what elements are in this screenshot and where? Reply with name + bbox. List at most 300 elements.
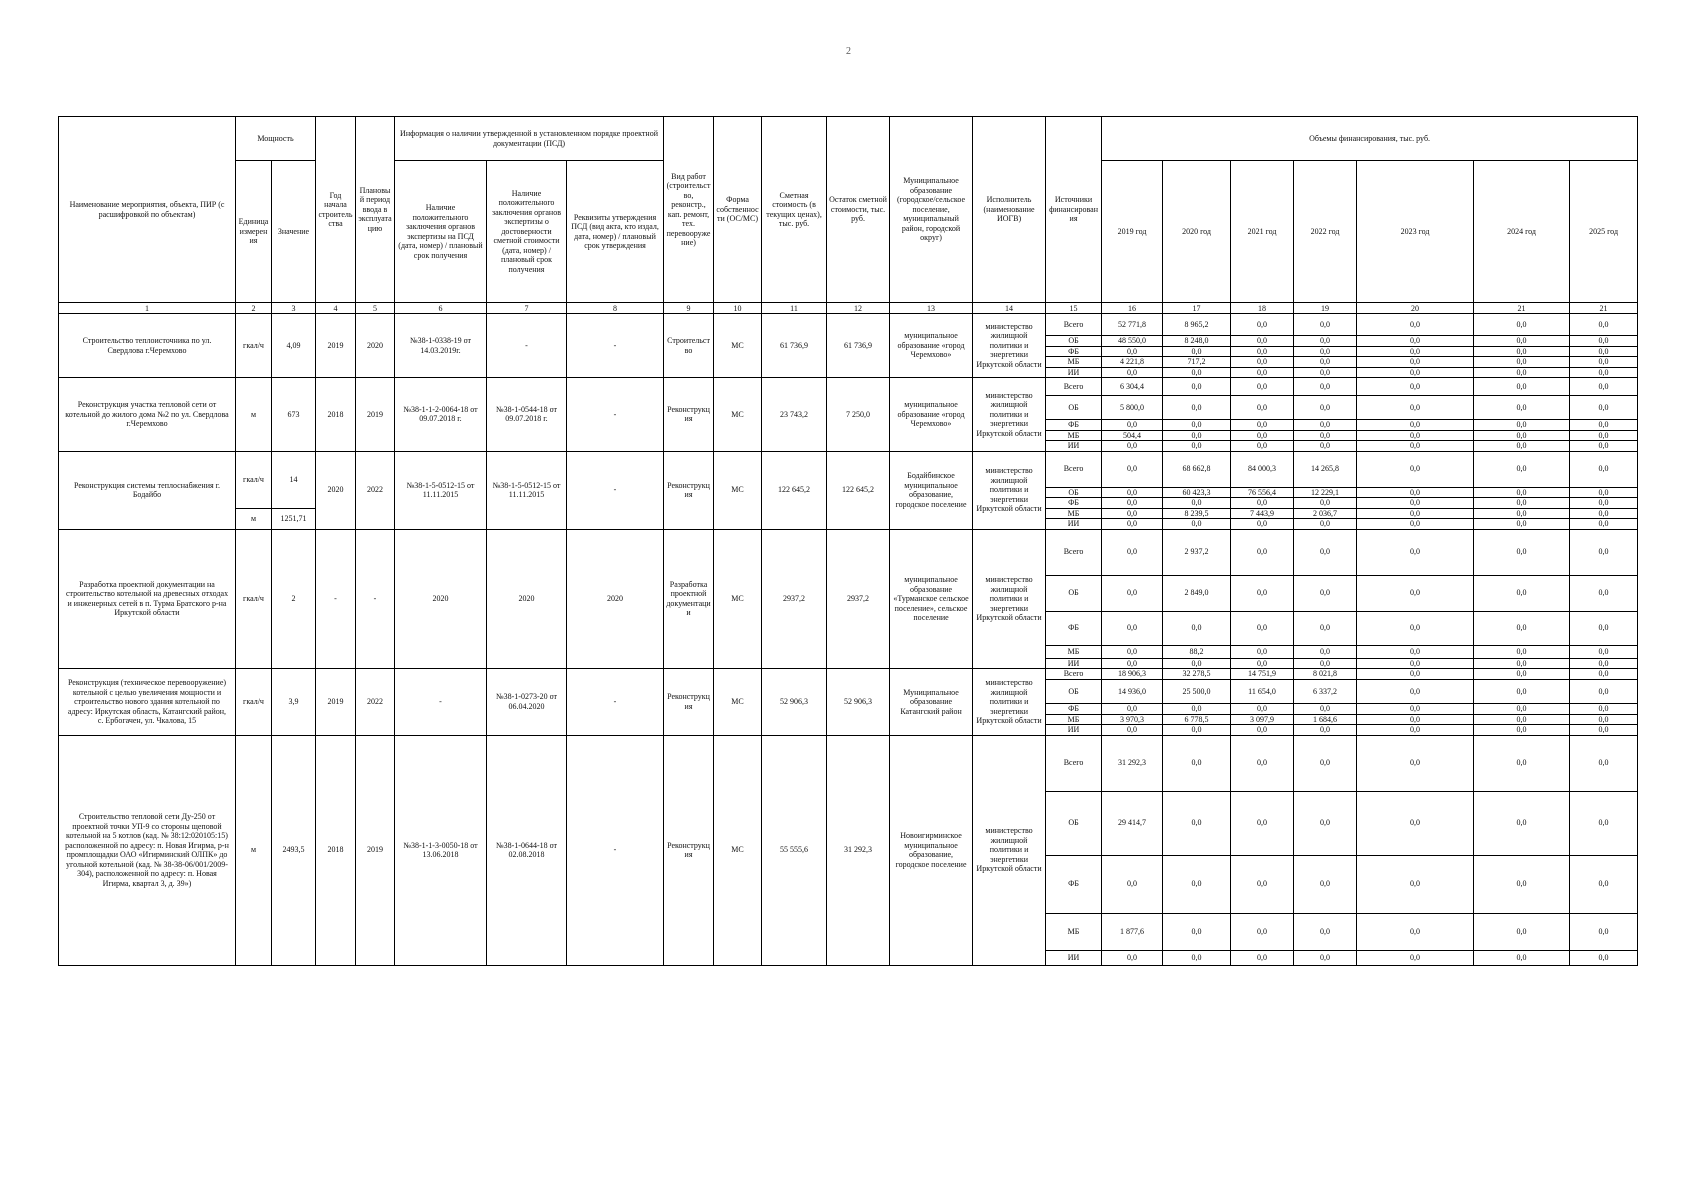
table-row <box>59 451 1638 487</box>
funding-amount: 0,0 <box>1231 396 1294 420</box>
project-unit-2: м <box>236 508 272 529</box>
funding-amount: 0,0 <box>1357 451 1474 487</box>
funding-amount: 8 021,8 <box>1294 669 1357 680</box>
funding-amount: 0,0 <box>1102 950 1163 965</box>
funding-amount: 0,0 <box>1474 346 1570 357</box>
project-value: 2 <box>272 529 316 669</box>
funding-amount: 0,0 <box>1474 396 1570 420</box>
funding-amount: 0,0 <box>1357 575 1474 611</box>
funding-amount: 0,0 <box>1474 314 1570 336</box>
funding-amount: 0,0 <box>1231 645 1294 658</box>
funding-amount: 0,0 <box>1163 704 1231 715</box>
funding-amount: 0,0 <box>1102 519 1163 530</box>
project-cost-expertise: №38-1-0644-18 от 02.08.2018 <box>487 735 567 965</box>
funding-amount: 52 771,8 <box>1102 314 1163 336</box>
header-year-2021: 2021 год <box>1231 161 1294 303</box>
project-estimated-cost: 52 906,3 <box>762 669 827 736</box>
funding-source: Всего <box>1046 451 1102 487</box>
project-start-year: 2018 <box>316 378 356 452</box>
project-end-year: - <box>356 529 395 669</box>
project-municipality: Новоигирминское муниципальное образование, городское поселение <box>890 735 973 965</box>
header-municipality: Муниципальное образование (городское/сельское поселение, муниципальный район, городской округ) <box>890 117 973 303</box>
project-executor: министерство жилищной политики и энергетики Иркутской области <box>973 451 1046 529</box>
column-number: 21 <box>1474 303 1570 314</box>
funding-amount: 7 443,9 <box>1231 508 1294 519</box>
project-estimated-cost: 55 555,6 <box>762 735 827 965</box>
project-unit: гкал/ч <box>236 314 272 378</box>
funding-amount: 0,0 <box>1357 357 1474 368</box>
funding-amount: 0,0 <box>1231 367 1294 378</box>
funding-amount: 0,0 <box>1357 913 1474 950</box>
project-executor: министерство жилищной политики и энергетики Иркутской области <box>973 735 1046 965</box>
funding-amount: 0,0 <box>1294 658 1357 669</box>
funding-amount: 6 304,4 <box>1102 378 1163 396</box>
funding-source: МБ <box>1046 508 1102 519</box>
column-number: 9 <box>664 303 714 314</box>
funding-amount: 0,0 <box>1570 645 1638 658</box>
funding-amount: 0,0 <box>1102 575 1163 611</box>
header-estimated-cost: Сметная стоимость (в текущих ценах), тыс. руб. <box>762 117 827 303</box>
funding-source: ИИ <box>1046 367 1102 378</box>
funding-amount: 0,0 <box>1102 367 1163 378</box>
funding-amount: 0,0 <box>1474 508 1570 519</box>
funding-amount: 0,0 <box>1570 529 1638 575</box>
column-number: 17 <box>1163 303 1231 314</box>
project-work-type: Разработка проектной документации <box>664 529 714 669</box>
project-remaining-cost: 52 906,3 <box>827 669 890 736</box>
funding-source: ИИ <box>1046 950 1102 965</box>
funding-amount: 0,0 <box>1231 725 1294 736</box>
funding-amount: 0,0 <box>1294 314 1357 336</box>
funding-amount: 0,0 <box>1474 714 1570 725</box>
funding-amount: 0,0 <box>1231 529 1294 575</box>
project-work-type: Реконструкция <box>664 451 714 529</box>
funding-amount: 0,0 <box>1570 396 1638 420</box>
project-approval: - <box>567 735 664 965</box>
funding-amount: 0,0 <box>1474 855 1570 913</box>
funding-amount: 0,0 <box>1570 658 1638 669</box>
header-year-2025: 2025 год <box>1570 161 1638 303</box>
project-work-type: Реконструкция <box>664 378 714 452</box>
funding-amount: 0,0 <box>1294 430 1357 441</box>
column-number: 10 <box>714 303 762 314</box>
funding-amount: 0,0 <box>1231 336 1294 347</box>
funding-source: ИИ <box>1046 519 1102 530</box>
funding-amount: 0,0 <box>1231 950 1294 965</box>
project-value: 673 <box>272 378 316 452</box>
funding-amount: 0,0 <box>1474 498 1570 509</box>
project-expertise: 2020 <box>395 529 487 669</box>
funding-amount: 0,0 <box>1102 645 1163 658</box>
header-approval: Реквизиты утверждения ПСД (вид акта, кто издал, дата, номер) / плановый срок утверждения <box>567 161 664 303</box>
project-municipality: муниципальное образование «Турманское сельское поселение», сельское поселение <box>890 529 973 669</box>
funding-amount: 0,0 <box>1294 346 1357 357</box>
funding-amount: 6 778,5 <box>1163 714 1231 725</box>
funding-amount: 0,0 <box>1474 519 1570 530</box>
column-number: 2 <box>236 303 272 314</box>
project-executor: министерство жилищной политики и энергетики Иркутской области <box>973 669 1046 736</box>
funding-amount: 0,0 <box>1357 529 1474 575</box>
funding-amount: 0,0 <box>1231 498 1294 509</box>
funding-amount: 0,0 <box>1474 451 1570 487</box>
financing-table <box>58 116 1638 966</box>
funding-source: ИИ <box>1046 658 1102 669</box>
funding-source: Всего <box>1046 378 1102 396</box>
funding-amount: 0,0 <box>1474 680 1570 704</box>
funding-amount: 0,0 <box>1102 487 1163 498</box>
project-approval: - <box>567 314 664 378</box>
project-name: Реконструкция системы теплоснабжения г. Бодайбо <box>59 451 236 529</box>
funding-amount: 0,0 <box>1163 346 1231 357</box>
project-unit: гкал/ч <box>236 669 272 736</box>
funding-amount: 0,0 <box>1102 451 1163 487</box>
project-estimated-cost: 61 736,9 <box>762 314 827 378</box>
project-cost-expertise: - <box>487 314 567 378</box>
project-end-year: 2020 <box>356 314 395 378</box>
funding-amount: 0,0 <box>1163 611 1231 645</box>
funding-amount: 0,0 <box>1102 658 1163 669</box>
funding-source: ФБ <box>1046 855 1102 913</box>
funding-amount: 0,0 <box>1357 855 1474 913</box>
funding-amount: 0,0 <box>1357 658 1474 669</box>
project-estimated-cost: 23 743,2 <box>762 378 827 452</box>
funding-amount: 0,0 <box>1570 611 1638 645</box>
funding-amount: 0,0 <box>1474 420 1570 431</box>
funding-amount: 0,0 <box>1570 714 1638 725</box>
header-remaining-cost: Остаток сметной стоимости, тыс. руб. <box>827 117 890 303</box>
funding-amount: 0,0 <box>1474 357 1570 368</box>
funding-amount: 76 556,4 <box>1231 487 1294 498</box>
funding-source: ОБ <box>1046 487 1102 498</box>
funding-amount: 0,0 <box>1294 519 1357 530</box>
funding-amount: 0,0 <box>1474 575 1570 611</box>
funding-amount: 0,0 <box>1357 336 1474 347</box>
funding-amount: 0,0 <box>1231 430 1294 441</box>
funding-amount: 0,0 <box>1102 508 1163 519</box>
project-end-year: 2022 <box>356 669 395 736</box>
funding-amount: 0,0 <box>1163 367 1231 378</box>
project-end-year: 2022 <box>356 451 395 529</box>
project-end-year: 2019 <box>356 735 395 965</box>
funding-amount: 0,0 <box>1474 735 1570 791</box>
funding-amount: 84 000,3 <box>1231 451 1294 487</box>
funding-amount: 0,0 <box>1163 441 1231 452</box>
project-approval: - <box>567 451 664 529</box>
funding-amount: 0,0 <box>1570 508 1638 519</box>
funding-amount: 0,0 <box>1163 519 1231 530</box>
funding-amount: 0,0 <box>1357 367 1474 378</box>
funding-amount: 0,0 <box>1357 430 1474 441</box>
funding-amount: 5 800,0 <box>1102 396 1163 420</box>
funding-amount: 0,0 <box>1102 346 1163 357</box>
funding-amount: 0,0 <box>1294 378 1357 396</box>
header-work-type: Вид работ (строительство, реконстр., кап. ремонт, тех. перевооружение) <box>664 117 714 303</box>
funding-amount: 0,0 <box>1294 913 1357 950</box>
funding-amount: 0,0 <box>1294 357 1357 368</box>
table-row <box>59 529 1638 575</box>
funding-amount: 0,0 <box>1163 396 1231 420</box>
funding-source: МБ <box>1046 430 1102 441</box>
column-number: 16 <box>1102 303 1163 314</box>
funding-amount: 0,0 <box>1163 498 1231 509</box>
funding-amount: 0,0 <box>1570 913 1638 950</box>
funding-amount: 0,0 <box>1357 645 1474 658</box>
header-executor: Исполнитель (наименование ИОГВ) <box>973 117 1046 303</box>
project-start-year: 2019 <box>316 314 356 378</box>
table-row <box>59 669 1638 680</box>
table-row <box>59 735 1638 791</box>
funding-source: ФБ <box>1046 498 1102 509</box>
project-ownership: МС <box>714 378 762 452</box>
project-value: 2493,5 <box>272 735 316 965</box>
funding-amount: 0,0 <box>1570 378 1638 396</box>
project-unit: м <box>236 378 272 452</box>
funding-amount: 0,0 <box>1294 950 1357 965</box>
project-approval: 2020 <box>567 529 664 669</box>
funding-amount: 0,0 <box>1231 913 1294 950</box>
column-number: 4 <box>316 303 356 314</box>
project-start-year: 2019 <box>316 669 356 736</box>
funding-amount: 4 221,8 <box>1102 357 1163 368</box>
funding-amount: 0,0 <box>1294 396 1357 420</box>
funding-amount: 0,0 <box>1163 913 1231 950</box>
funding-amount: 0,0 <box>1231 855 1294 913</box>
column-number: 19 <box>1294 303 1357 314</box>
project-cost-expertise: №38-1-5-0512-15 от 11.11.2015 <box>487 451 567 529</box>
funding-amount: 0,0 <box>1163 430 1231 441</box>
funding-amount: 18 906,3 <box>1102 669 1163 680</box>
funding-source: МБ <box>1046 714 1102 725</box>
project-unit: гкал/ч <box>236 529 272 669</box>
funding-amount: 0,0 <box>1357 441 1474 452</box>
funding-amount: 0,0 <box>1231 658 1294 669</box>
project-value: 4,09 <box>272 314 316 378</box>
funding-source: Всего <box>1046 735 1102 791</box>
funding-amount: 0,0 <box>1474 704 1570 715</box>
funding-amount: 0,0 <box>1570 430 1638 441</box>
project-unit: м <box>236 735 272 965</box>
column-number: 11 <box>762 303 827 314</box>
funding-amount: 0,0 <box>1231 735 1294 791</box>
funding-amount: 0,0 <box>1570 735 1638 791</box>
project-estimated-cost: 122 645,2 <box>762 451 827 529</box>
funding-amount: 0,0 <box>1357 680 1474 704</box>
funding-amount: 0,0 <box>1163 735 1231 791</box>
header-year-2020: 2020 год <box>1163 161 1231 303</box>
funding-amount: 0,0 <box>1570 855 1638 913</box>
funding-amount: 0,0 <box>1474 913 1570 950</box>
funding-amount: 0,0 <box>1294 725 1357 736</box>
funding-source: ОБ <box>1046 336 1102 347</box>
funding-source: ОБ <box>1046 680 1102 704</box>
project-remaining-cost: 122 645,2 <box>827 451 890 529</box>
funding-source: Всего <box>1046 314 1102 336</box>
funding-amount: 29 414,7 <box>1102 791 1163 855</box>
funding-amount: 0,0 <box>1102 855 1163 913</box>
funding-amount: 0,0 <box>1294 367 1357 378</box>
funding-amount: 0,0 <box>1357 396 1474 420</box>
project-approval: - <box>567 669 664 736</box>
project-expertise: №38-1-5-0512-15 от 11.11.2015 <box>395 451 487 529</box>
header-value: Значение <box>272 161 316 303</box>
funding-amount: 0,0 <box>1102 529 1163 575</box>
project-name: Реконструкция участка тепловой сети от котельной до жилого дома №2 по ул. Свердлова г.Черемхово <box>59 378 236 452</box>
column-number: 7 <box>487 303 567 314</box>
funding-amount: 0,0 <box>1570 680 1638 704</box>
project-cost-expertise: №38-1-0544-18 от 09.07.2018 г. <box>487 378 567 452</box>
funding-amount: 0,0 <box>1570 519 1638 530</box>
funding-amount: 0,0 <box>1570 346 1638 357</box>
project-unit: гкал/ч <box>236 451 272 508</box>
funding-amount: 25 500,0 <box>1163 680 1231 704</box>
funding-amount: 0,0 <box>1294 498 1357 509</box>
funding-source: МБ <box>1046 357 1102 368</box>
project-ownership: МС <box>714 669 762 736</box>
funding-amount: 0,0 <box>1474 430 1570 441</box>
funding-source: ОБ <box>1046 396 1102 420</box>
funding-amount: 32 278,5 <box>1163 669 1231 680</box>
funding-amount: 0,0 <box>1231 704 1294 715</box>
column-number: 18 <box>1231 303 1294 314</box>
funding-amount: 0,0 <box>1231 611 1294 645</box>
project-expertise: №38-1-0338-19 от 14.03.2019г. <box>395 314 487 378</box>
funding-amount: 0,0 <box>1474 336 1570 347</box>
funding-amount: 0,0 <box>1294 420 1357 431</box>
funding-amount: 0,0 <box>1474 725 1570 736</box>
project-value-2: 1251,71 <box>272 508 316 529</box>
funding-amount: 0,0 <box>1294 611 1357 645</box>
funding-amount: 0,0 <box>1474 645 1570 658</box>
project-municipality: муниципальное образование «город Черемхово» <box>890 314 973 378</box>
project-municipality: Муниципальное образование Катангский район <box>890 669 973 736</box>
project-name: Строительство тепловой сети Ду-250 от проектной точки УП-9 со стороны щеповой котельной на 5 котлов (кад. № 38:12:020105:15) расположенной по адресу: п. Новая Игирма, р-н промплощадки ОАО «Игирминский ОЛПК» до угольной котельной (кад. № 38-38-06/001/2009-304), расположенной по адресу: п. Новая Игирма, квартал 3, д. 39») <box>59 735 236 965</box>
header-year-2022: 2022 год <box>1294 161 1357 303</box>
funding-amount: 0,0 <box>1570 336 1638 347</box>
project-municipality: муниципальное образование «город Черемхово» <box>890 378 973 452</box>
funding-amount: 0,0 <box>1357 725 1474 736</box>
column-number: 21 <box>1570 303 1638 314</box>
funding-amount: 0,0 <box>1570 791 1638 855</box>
funding-amount: 0,0 <box>1102 611 1163 645</box>
project-ownership: МС <box>714 529 762 669</box>
funding-amount: 0,0 <box>1570 704 1638 715</box>
funding-amount: 0,0 <box>1570 420 1638 431</box>
funding-amount: 0,0 <box>1294 791 1357 855</box>
header-start-year: Год начала строительства <box>316 117 356 303</box>
funding-amount: 8 239,5 <box>1163 508 1231 519</box>
funding-amount: 14 265,8 <box>1294 451 1357 487</box>
funding-amount: 0,0 <box>1474 669 1570 680</box>
project-end-year: 2019 <box>356 378 395 452</box>
project-ownership: МС <box>714 451 762 529</box>
funding-amount: 0,0 <box>1163 725 1231 736</box>
project-cost-expertise: №38-1-0273-20 от 06.04.2020 <box>487 669 567 736</box>
funding-amount: 0,0 <box>1474 611 1570 645</box>
funding-amount: 8 965,2 <box>1163 314 1231 336</box>
funding-amount: 0,0 <box>1294 855 1357 913</box>
funding-amount: 0,0 <box>1294 529 1357 575</box>
project-ownership: МС <box>714 314 762 378</box>
project-approval: - <box>567 378 664 452</box>
header-psd-info: Информация о наличии утвержденной в установленном порядке проектной документации (ПСД) <box>395 117 664 161</box>
funding-amount: 0,0 <box>1357 498 1474 509</box>
project-remaining-cost: 2937,2 <box>827 529 890 669</box>
column-number: 12 <box>827 303 890 314</box>
funding-amount: 0,0 <box>1102 704 1163 715</box>
funding-amount: 0,0 <box>1570 498 1638 509</box>
funding-amount: 0,0 <box>1102 725 1163 736</box>
funding-amount: 0,0 <box>1231 357 1294 368</box>
funding-amount: 0,0 <box>1357 950 1474 965</box>
funding-amount: 0,0 <box>1570 950 1638 965</box>
funding-amount: 0,0 <box>1474 378 1570 396</box>
project-remaining-cost: 61 736,9 <box>827 314 890 378</box>
funding-amount: 0,0 <box>1474 441 1570 452</box>
column-number: 8 <box>567 303 664 314</box>
funding-source: Всего <box>1046 529 1102 575</box>
funding-amount: 0,0 <box>1570 451 1638 487</box>
funding-amount: 504,4 <box>1102 430 1163 441</box>
funding-amount: 12 229,1 <box>1294 487 1357 498</box>
funding-amount: 0,0 <box>1294 441 1357 452</box>
funding-amount: 3 097,9 <box>1231 714 1294 725</box>
header-power: Мощность <box>236 117 316 161</box>
funding-amount: 8 248,0 <box>1163 336 1231 347</box>
funding-amount: 0,0 <box>1294 575 1357 611</box>
column-number: 13 <box>890 303 973 314</box>
header-name: Наименование мероприятия, объекта, ПИР (с расшифровкой по объектам) <box>59 117 236 303</box>
funding-amount: 0,0 <box>1163 658 1231 669</box>
column-number: 20 <box>1357 303 1474 314</box>
funding-amount: 0,0 <box>1474 950 1570 965</box>
header-expertise: Наличие положительного заключения органов экспертизы на ПСД (дата, номер) / плановый срок получения <box>395 161 487 303</box>
funding-amount: 0,0 <box>1102 420 1163 431</box>
funding-amount: 0,0 <box>1294 735 1357 791</box>
funding-amount: 0,0 <box>1357 487 1474 498</box>
funding-source: ИИ <box>1046 441 1102 452</box>
project-remaining-cost: 7 250,0 <box>827 378 890 452</box>
funding-amount: 0,0 <box>1474 529 1570 575</box>
funding-amount: 0,0 <box>1294 645 1357 658</box>
funding-amount: 0,0 <box>1231 378 1294 396</box>
header-cost-expertise: Наличие положительного заключения органов экспертизы о достоверности сметной стоимости (дата, номер) / плановый срок получения <box>487 161 567 303</box>
funding-amount: 0,0 <box>1231 346 1294 357</box>
funding-amount: 0,0 <box>1163 420 1231 431</box>
project-start-year: 2020 <box>316 451 356 529</box>
header-financing: Объемы финансирования, тыс. руб. <box>1102 117 1638 161</box>
funding-amount: 0,0 <box>1357 669 1474 680</box>
funding-amount: 0,0 <box>1357 735 1474 791</box>
column-number-row <box>59 303 1638 314</box>
page-number: 2 <box>846 46 851 57</box>
project-name: Разработка проектной документации на строительство котельной на древесных отходах и инженерных сетей в п. Турма Братского р-на Иркутской области <box>59 529 236 669</box>
project-work-type: Строительство <box>664 314 714 378</box>
project-executor: министерство жилищной политики и энергетики Иркутской области <box>973 378 1046 452</box>
funding-amount: 88,2 <box>1163 645 1231 658</box>
funding-amount: 0,0 <box>1474 658 1570 669</box>
funding-amount: 0,0 <box>1474 487 1570 498</box>
funding-source: ОБ <box>1046 791 1102 855</box>
funding-source: Всего <box>1046 669 1102 680</box>
funding-amount: 0,0 <box>1231 314 1294 336</box>
project-work-type: Реконструкция <box>664 669 714 736</box>
funding-amount: 11 654,0 <box>1231 680 1294 704</box>
project-start-year: 2018 <box>316 735 356 965</box>
funding-amount: 60 423,3 <box>1163 487 1231 498</box>
project-estimated-cost: 2937,2 <box>762 529 827 669</box>
funding-amount: 0,0 <box>1231 791 1294 855</box>
funding-amount: 0,0 <box>1570 487 1638 498</box>
